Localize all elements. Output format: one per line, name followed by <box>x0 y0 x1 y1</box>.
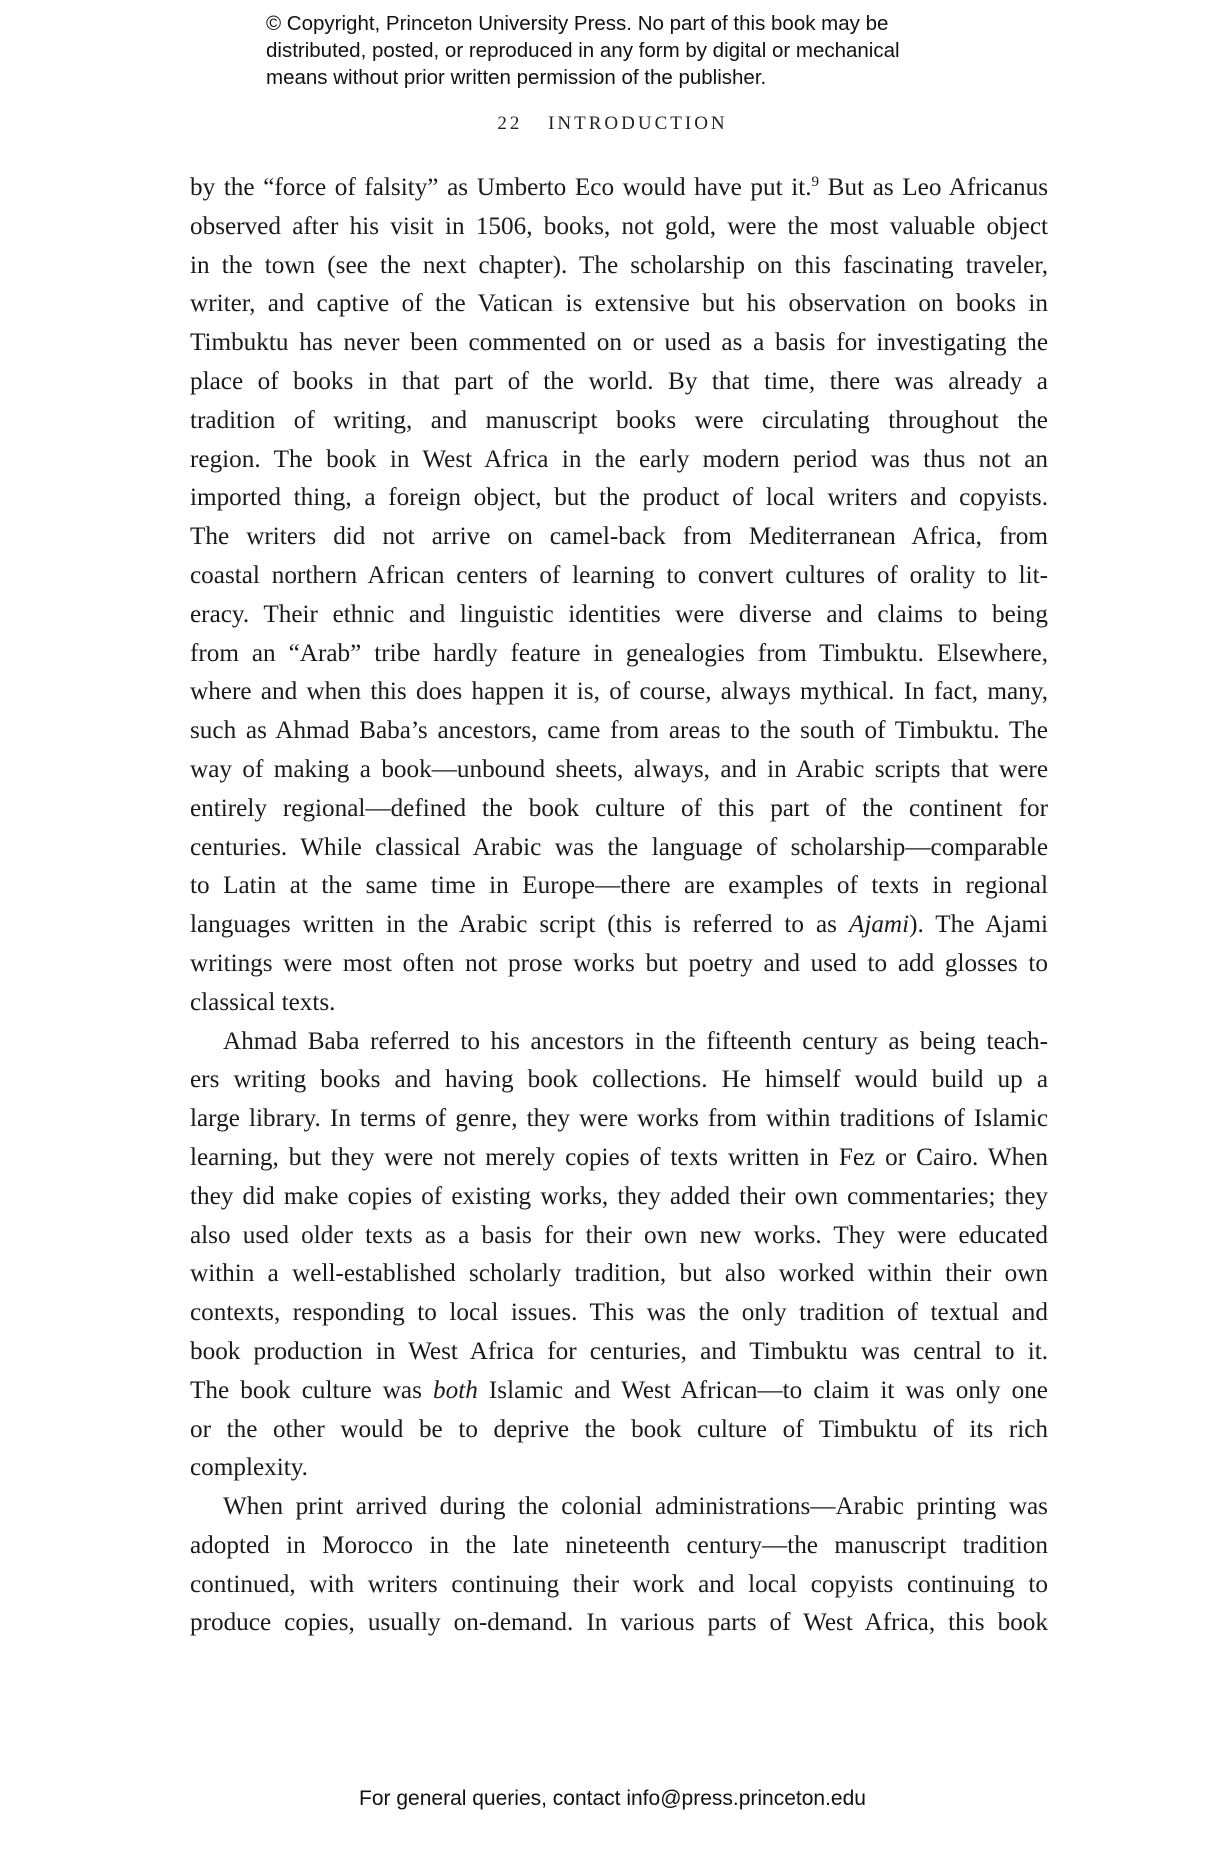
text-line: by the “force of falsity” as Umberto Eco would have put it.$^9$ But as Leo Africanus <box>190 174 1049 201</box>
text-line: they did make copies of existing works, they added their own commentaries; they <box>190 1182 1048 1210</box>
text-line: region. The book in West Africa in the early modern period was thus not an <box>190 445 1048 473</box>
text-line: way of making a book—unbound sheets, always, and in Arabic scripts that were <box>190 755 1048 783</box>
text-line: such as Ahmad Baba’s ancestors, came from areas to the south of Timbuktu. The <box>190 717 1048 745</box>
text-line: writer, and captive of the Vatican is extensive but his observation on books in <box>190 290 1048 318</box>
text-line: or the other would be to deprive the book culture of Timbuktu of its rich <box>190 1415 1048 1443</box>
text-line: languages written in the Arabic script (this is referred to as Ajami). The Ajami <box>190 911 1048 939</box>
text-line: in the town (see the next chapter). The scholarship on this fascinating traveler, <box>190 251 1048 279</box>
running-head <box>0 113 1225 135</box>
text-line: book production in West Africa for centuries, and Timbuktu was central to it. <box>190 1337 1048 1365</box>
text-line: from an “Arab” tribe hardly feature in genealogies from Timbuktu. Elsewhere, <box>190 639 1048 667</box>
text-line: adopted in Morocco in the late nineteenth century—the manuscript tradition <box>190 1531 1048 1559</box>
text-line: to Latin at the same time in Europe—there are examples of texts in regional <box>190 872 1048 900</box>
text-line: coastal northern African centers of learning to convert cultures of orality to lit- <box>190 561 1048 589</box>
text-line: Ahmad Baba referred to his ancestors in the fifteenth century as being teach- <box>223 1027 1048 1055</box>
body-text <box>190 169 1048 1643</box>
text-line: The book culture was both Islamic and West African—to claim it was only one <box>190 1376 1048 1404</box>
text-line: continued, with writers continuing their work and local copyists continuing to <box>190 1570 1048 1598</box>
text-line: ers writing books and having book collections. He himself would build up a <box>190 1066 1048 1094</box>
text-line: produce copies, usually on-demand. In various parts of West Africa, this book <box>190 1609 1048 1637</box>
footer-contact: For general queries, contact info@press.princeton.edu <box>359 1787 866 1810</box>
text-line: entirely regional—defined the book culture of this part of the continent for <box>190 794 1048 822</box>
italic-term: Ajami <box>848 911 910 939</box>
text-line: where and when this does happen it is, of course, always mythical. In fact, many, <box>190 678 1048 706</box>
text-line: within a well-established scholarly tradition, but also worked within their own <box>190 1260 1048 1288</box>
text-line: imported thing, a foreign object, but the product of local writers and copyists. <box>190 484 1048 512</box>
section-title: INTRODUCTION <box>548 113 728 134</box>
text-line: contexts, responding to local issues. This was the only tradition of textual and <box>190 1299 1048 1327</box>
text-line: observed after his visit in 1506, books, not gold, were the most valuable object <box>190 212 1048 240</box>
text-line: centuries. While classical Arabic was the language of scholarship—comparable <box>190 833 1048 861</box>
text-line: place of books in that part of the world. By that time, there was already a <box>190 367 1048 395</box>
text-line: classical texts. <box>190 988 336 1016</box>
page-number: 22 <box>497 113 523 134</box>
text-line: The writers did not arrive on camel-back from Mediterranean Africa, from <box>190 523 1048 551</box>
copyright-line: means without prior written permission of the publisher. <box>266 66 767 89</box>
text-line: Timbuktu has never been commented on or used as a basis for investigating the <box>190 329 1048 357</box>
text-line: complexity. <box>190 1454 308 1482</box>
copyright-line: © Copyright, Princeton University Press. No part of this book may be <box>266 12 889 35</box>
italic-term: both <box>433 1376 478 1404</box>
text-line: learning, but they were not merely copies of texts written in Fez or Cairo. When <box>190 1143 1048 1171</box>
text-line: also used older texts as a basis for their own new works. They were educated <box>190 1221 1048 1249</box>
footnote-reference[interactable]: 9 <box>811 174 820 190</box>
text-line: eracy. Their ethnic and linguistic identities were diverse and claims to being <box>190 600 1048 628</box>
text-line: large library. In terms of genre, they were works from within traditions of Islamic <box>190 1105 1048 1133</box>
text-line: writings were most often not prose works but poetry and used to add glosses to <box>190 949 1048 977</box>
copyright-line: distributed, posted, or reproduced in any form by digital or mechanical <box>266 39 900 62</box>
text-line: When print arrived during the colonial administrations—Arabic printing was <box>223 1493 1048 1521</box>
text-line: tradition of writing, and manuscript books were circulating throughout the <box>190 406 1048 434</box>
copyright-notice <box>266 10 1026 91</box>
